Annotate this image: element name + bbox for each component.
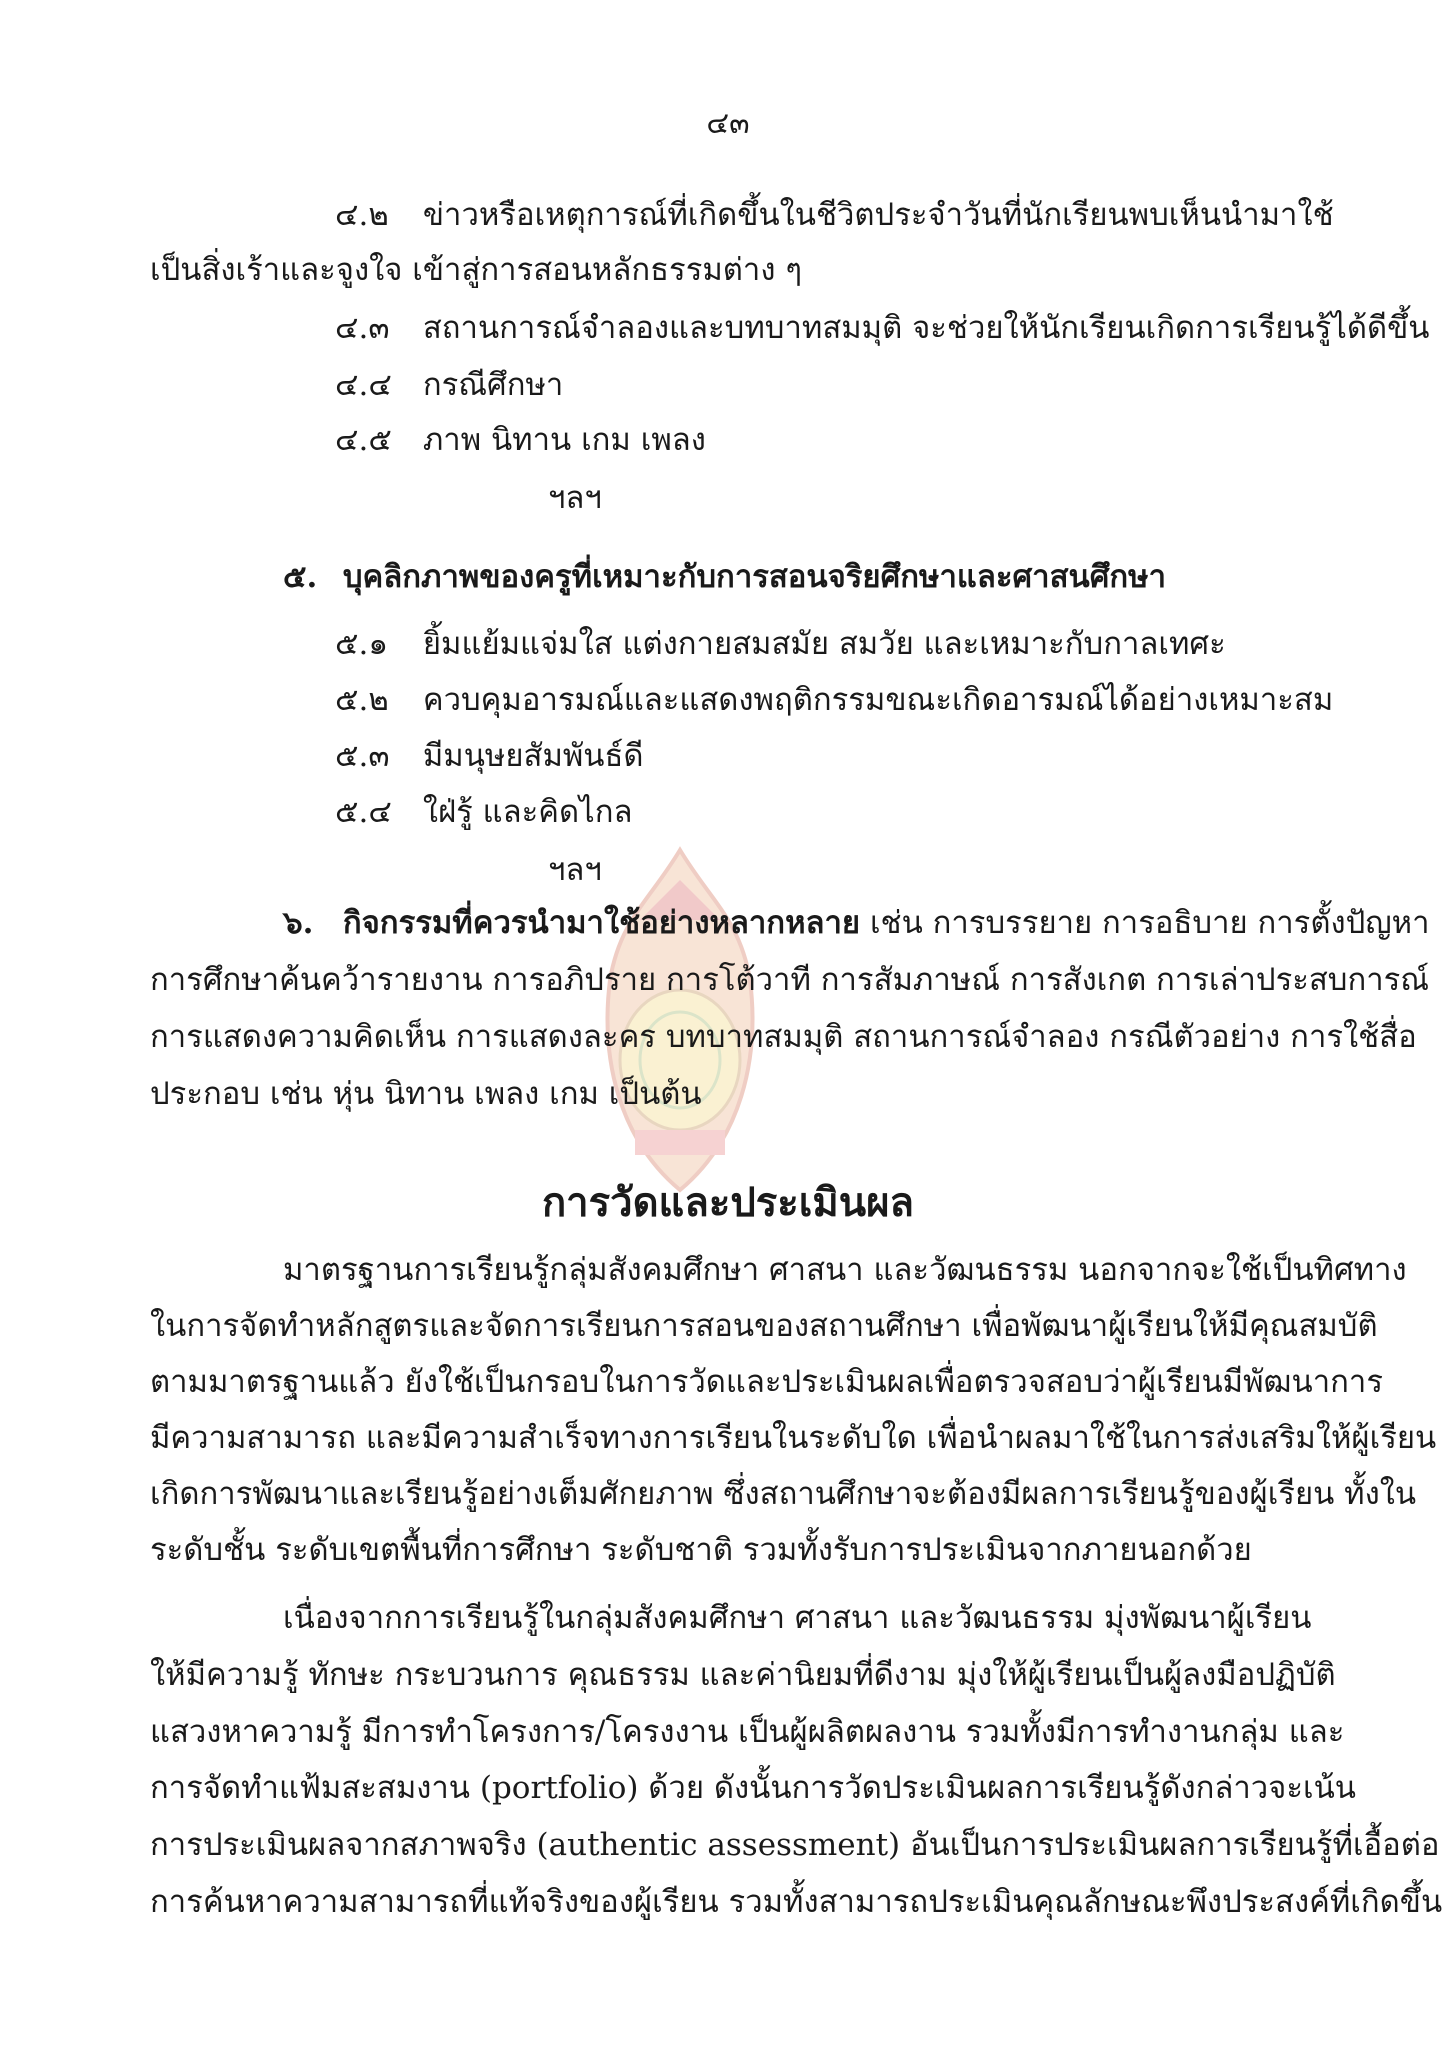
- item-text: ข่าวหรือเหตุการณ์ที่เกิดขึ้นในชีวิตประจำวันที่นักเรียนพบเห็นนำมาใช้: [422, 197, 1334, 233]
- section-6-line-3: การแสดงความคิดเห็น การแสดงละคร บทบาทสมมุติ สถานการณ์จำลอง กรณีตัวอย่าง การใช้สื่อ: [150, 1019, 1417, 1055]
- item-text: กรณีศึกษา: [422, 367, 564, 403]
- list-item-4-5: [335, 420, 706, 460]
- item-number: ๕.๓: [335, 738, 390, 774]
- section-6-line-4: ประกอบ เช่น หุ่น นิทาน เพลง เกม เป็นต้น: [150, 1076, 702, 1112]
- para-2-line: เนื่องจากการเรียนรู้ในกลุ่มสังคมศึกษา ศาสนา และวัฒนธรรม มุ่งพัฒนาผู้เรียน: [283, 1600, 1312, 1636]
- para-1-line: มาตรฐานการเรียนรู้กลุ่มสังคมศึกษา ศาสนา และวัฒนธรรม นอกจากจะใช้เป็นทิศทาง: [283, 1252, 1407, 1288]
- item-number: ๕.๔: [335, 794, 392, 830]
- para-1-line: เกิดการพัฒนาและเรียนรู้อย่างเต็มศักยภาพ ซึ่งสถานศึกษาจะต้องมีผลการเรียนรู้ของผู้เรียน ทั้งใน: [150, 1476, 1417, 1512]
- list-item-4-4: [335, 365, 563, 405]
- list-item-5-1: [335, 624, 1226, 664]
- item-text: มีมนุษยสัมพันธ์ดี: [422, 738, 644, 774]
- list-item-5-3: [335, 736, 644, 776]
- para-2-line: ให้มีความรู้ ทักษะ กระบวนการ คุณธรรม และค่านิยมที่ดีงาม มุ่งให้ผู้เรียนเป็นผู้ลงมือปฏิบัติ: [150, 1657, 1336, 1693]
- item-number: ๕.๑: [335, 626, 388, 662]
- para-1-line: ระดับชั้น ระดับเขตพื้นที่การศึกษา ระดับชาติ รวมทั้งรับการประเมินจากภายนอกด้วย: [150, 1532, 1252, 1568]
- list-item-5-4: [335, 792, 633, 832]
- item-text: ยิ้มแย้มแจ่มใส แต่งกายสมสมัย สมวัย และเหมาะกับกาลเทศะ: [422, 626, 1226, 662]
- section-number: ๖.: [283, 905, 314, 941]
- para-2-line: การประเมินผลจากสภาพจริง (authentic assessment) อันเป็นการประเมินผลการเรียนรู้ที่เอื้อต่อ: [150, 1827, 1440, 1863]
- page-number: ๔๓: [706, 106, 750, 141]
- item-number: ๕.๒: [335, 682, 389, 718]
- para-1-line: ตามมาตรฐานแล้ว ยังใช้เป็นกรอบในการวัดและประเมินผลเพื่อตรวจสอบว่าผู้เรียนมีพัฒนาการ: [150, 1364, 1383, 1400]
- section-6-line-1: [283, 903, 1430, 943]
- item-text: สถานการณ์จำลองและบทบาทสมมุติ จะช่วยให้นักเรียนเกิดการเรียนรู้ได้ดีขึ้น: [422, 310, 1430, 346]
- para-2-line: การจัดทำแฟ้มสะสมงาน (portfolio) ด้วย ดังนั้นการวัดประเมินผลการเรียนรู้ดังกล่าวจะเน้น: [150, 1770, 1356, 1806]
- list-item-4-2: [335, 195, 1334, 235]
- page-heading: การวัดและประเมินผล: [541, 1179, 915, 1226]
- item-number: ๔.๕: [335, 422, 392, 458]
- list-item-4-3: [335, 308, 1429, 348]
- section-text: เช่น การบรรยาย การอธิบาย การตั้งปัญหา: [869, 905, 1430, 941]
- section-number: ๕.: [283, 559, 318, 595]
- para-2-line: การค้นหาความสามารถที่แท้จริงของผู้เรียน รวมทั้งสามารถประเมินคุณลักษณะพึงประสงค์ที่เกิดขึ้น: [150, 1884, 1443, 1920]
- list-item-4-2-continuation: เป็นสิ่งเร้าและจูงใจ เข้าสู่การสอนหลักธรรมต่าง ๆ: [150, 252, 802, 288]
- item-number: ๔.๒: [335, 197, 389, 233]
- para-2-line: แสวงหาความรู้ มีการทำโครงการ/โครงงาน เป็นผู้ผลิตผลงาน รวมทั้งมีการทำงานกลุ่ม และ: [150, 1714, 1345, 1750]
- etc-marker: ฯลฯ: [548, 480, 602, 516]
- item-text: ภาพ นิทาน เกม เพลง: [422, 422, 706, 458]
- section-title: บุคลิกภาพของครูที่เหมาะกับการสอนจริยศึกษาและศาสนศึกษา: [342, 559, 1166, 595]
- item-number: ๔.๔: [335, 367, 392, 403]
- item-text: ใฝ่รู้ และคิดไกล: [422, 794, 633, 830]
- etc-marker: ฯลฯ: [548, 852, 602, 888]
- para-1-line: ในการจัดทำหลักสูตรและจัดการเรียนการสอนของสถานศึกษา เพื่อพัฒนาผู้เรียนให้มีคุณสมบัติ: [150, 1308, 1378, 1344]
- list-item-5-2: [335, 680, 1333, 720]
- para-1-line: มีความสามารถ และมีความสำเร็จทางการเรียนในระดับใด เพื่อนำผลมาใช้ในการส่งเสริมให้ผู้เรียน: [150, 1420, 1437, 1456]
- item-number: ๔.๓: [335, 310, 390, 346]
- section-5-heading: [283, 557, 1166, 597]
- section-6-line-2: การศึกษาค้นคว้ารายงาน การอภิปราย การโต้วาที การสัมภาษณ์ การสังเกต การเล่าประสบการณ์: [150, 962, 1430, 998]
- item-text: ควบคุมอารมณ์และแสดงพฤติกรรมขณะเกิดอารมณ์ได้อย่างเหมาะสม: [422, 682, 1334, 718]
- section-title: กิจกรรมที่ควรนำมาใช้อย่างหลากหลาย: [342, 905, 861, 941]
